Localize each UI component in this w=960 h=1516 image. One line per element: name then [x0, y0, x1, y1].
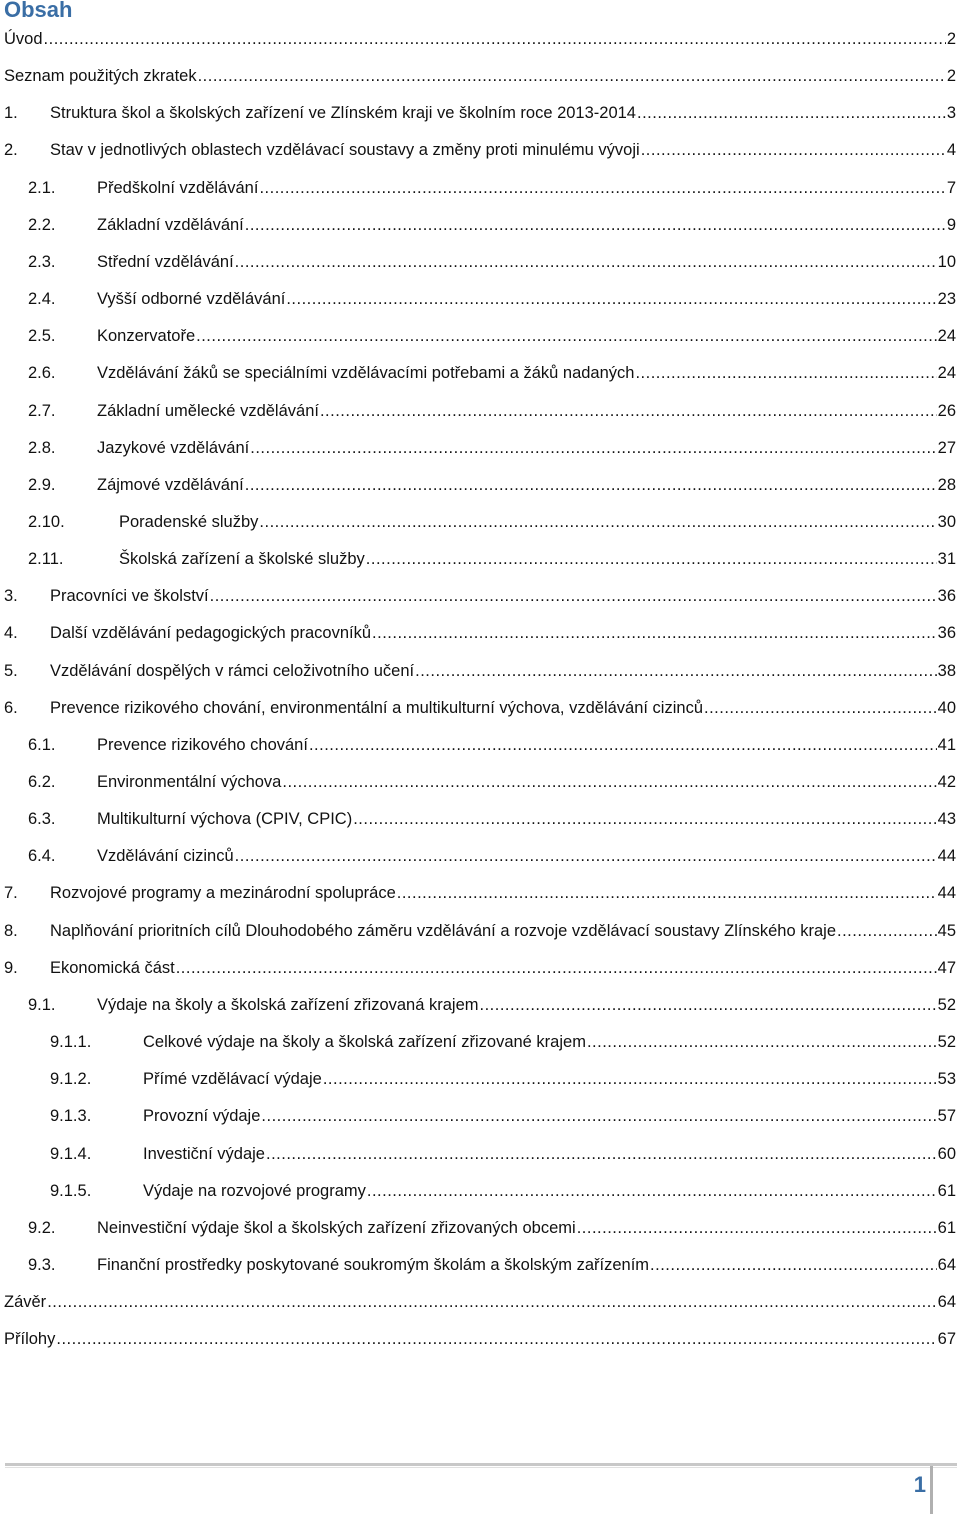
toc-entry-page: 61 [937, 1182, 956, 1200]
toc-entry-number: 4. [4, 624, 18, 642]
toc-leader-dots [372, 622, 937, 644]
toc-entry-page: 61 [937, 1219, 956, 1237]
toc-leader-dots [577, 1217, 937, 1239]
toc-entry[interactable] [0, 1031, 960, 1053]
toc-leader-dots [415, 660, 937, 682]
toc-entry-title: Střední vzdělávání [97, 253, 234, 271]
toc-entry-title: Pracovníci ve školství [50, 587, 209, 605]
toc-leader-dots [259, 177, 945, 199]
toc-entry-page: 47 [937, 959, 956, 977]
toc-leader-dots [587, 1031, 937, 1053]
footer-divider [5, 1463, 957, 1466]
toc-entry-number: 2.5. [28, 327, 56, 345]
toc-leader-dots [635, 362, 936, 384]
toc-entry[interactable] [0, 65, 960, 87]
toc-entry-page: 43 [937, 810, 956, 828]
toc-leader-dots [650, 1254, 937, 1276]
toc-entry-number: 7. [4, 884, 18, 902]
toc-entry-number: 9.1.4. [50, 1145, 92, 1163]
toc-entry-title: Vzdělávání žáků se speciálními vzdělávacími potřebami a žáků nadaných [97, 364, 635, 382]
toc-leader-dots [641, 139, 946, 161]
toc-leader-dots [196, 325, 937, 347]
toc-entry[interactable] [0, 102, 960, 124]
toc-leader-dots [282, 771, 936, 793]
toc-entry-page: 45 [937, 922, 956, 940]
toc-entry[interactable] [0, 994, 960, 1016]
toc-entry[interactable] [0, 771, 960, 793]
toc-entry-number: 6.2. [28, 773, 56, 791]
toc-entry[interactable] [0, 214, 960, 236]
toc-leader-dots [235, 251, 937, 273]
toc-leader-dots [353, 808, 936, 830]
toc-entry[interactable] [0, 585, 960, 607]
toc-entry-number: 2.9. [28, 476, 56, 494]
toc-entry[interactable] [0, 474, 960, 496]
toc-entry-page: 30 [937, 513, 956, 531]
toc-entry-page: 52 [937, 996, 956, 1014]
toc-entry-page: 9 [946, 216, 956, 234]
toc-leader-dots [320, 400, 937, 422]
toc-entry-number: 2.11. [28, 550, 64, 568]
toc-entry-page: 10 [937, 253, 956, 271]
toc-entry-title: Multikulturní výchova (CPIV, CPIC) [97, 810, 353, 828]
toc-entry[interactable] [0, 882, 960, 904]
toc-leader-dots [44, 28, 946, 50]
toc-leader-dots [637, 102, 946, 124]
toc-leader-dots [198, 65, 946, 87]
toc-entry-title: Základní umělecké vzdělávání [97, 402, 319, 420]
toc-entry-page: 31 [937, 550, 956, 568]
toc-entry-title: Další vzdělávání pedagogických pracovníků [50, 624, 372, 642]
toc-entry[interactable] [0, 1254, 960, 1276]
toc-leader-dots [245, 474, 937, 496]
toc-entry-title: Závěr [4, 1293, 47, 1311]
toc-entry[interactable] [0, 1291, 960, 1313]
toc-entry[interactable] [0, 1105, 960, 1127]
toc-leader-dots [480, 994, 937, 1016]
toc-leader-dots [176, 957, 937, 979]
toc-entry-title: Celkové výdaje na školy a školská zařízení zřizované krajem [143, 1033, 586, 1051]
toc-entry[interactable] [0, 622, 960, 644]
toc-entry-page: 44 [937, 847, 956, 865]
toc-leader-dots [245, 214, 946, 236]
page-number: 1 [913, 1472, 926, 1497]
page-number-bar [930, 1466, 933, 1514]
toc-entry[interactable] [0, 920, 960, 942]
toc-entry-number: 6.1. [28, 736, 56, 754]
toc-entry-number: 1. [4, 104, 18, 122]
toc-entry-title: Výdaje na školy a školská zařízení zřizovaná krajem [97, 996, 479, 1014]
toc-entry[interactable] [0, 957, 960, 979]
toc-entry-page: 42 [937, 773, 956, 791]
toc-entry-number: 2.7. [28, 402, 56, 420]
toc-entry[interactable] [0, 400, 960, 422]
toc-entry-title: Jazykové vzdělávání [97, 439, 250, 457]
toc-entry-number: 9.3. [28, 1256, 56, 1274]
toc-entry[interactable] [0, 660, 960, 682]
toc-entry-number: 9.1.1. [50, 1033, 92, 1051]
toc-entry-number: 9.1.5. [50, 1182, 92, 1200]
toc-entry-number: 6.3. [28, 810, 56, 828]
toc-entry-page: 53 [937, 1070, 956, 1088]
toc-entry[interactable] [0, 697, 960, 719]
toc-entry-page: 7 [946, 179, 956, 197]
toc-entry-page: 41 [937, 736, 956, 754]
toc-leader-dots [309, 734, 937, 756]
toc-entry[interactable] [0, 734, 960, 756]
toc-entry[interactable] [0, 1328, 960, 1350]
toc-leader-dots [56, 1328, 936, 1350]
toc-entry-title: Přílohy [4, 1330, 56, 1348]
toc-entry-title: Vyšší odborné vzdělávání [97, 290, 286, 308]
toc-leader-dots [837, 920, 937, 942]
toc-entry[interactable] [0, 437, 960, 459]
toc-entry-number: 2.6. [28, 364, 56, 382]
toc-entry-page: 52 [937, 1033, 956, 1051]
toc-entry-page: 23 [937, 290, 956, 308]
toc-entry-page: 44 [937, 884, 956, 902]
toc-leader-dots [266, 1143, 937, 1165]
toc-entry-title: Struktura škol a školských zařízení ve Zlínském kraji ve školním roce 2013-2014 [50, 104, 636, 122]
toc-entry-number: 9.1.3. [50, 1107, 92, 1125]
toc-entry-title: Vzdělávání dospělých v rámci celoživotního učení [50, 662, 415, 680]
toc-entry-page: 3 [946, 104, 956, 122]
toc-entry-number: 9.1.2. [50, 1070, 92, 1088]
toc-entry-title: Prevence rizikového chování, environmentální a multikulturní výchova, vzdělávání cizinců [50, 699, 703, 717]
toc-entry[interactable] [0, 28, 960, 50]
toc-leader-dots [704, 697, 937, 719]
toc-entry-number: 2.8. [28, 439, 56, 457]
toc-entry[interactable] [0, 325, 960, 347]
toc-entry-page: 67 [937, 1330, 956, 1348]
toc-leader-dots [366, 548, 937, 570]
toc-entry-page: 2 [946, 67, 956, 85]
toc-entry-title: Výdaje na rozvojové programy [143, 1182, 366, 1200]
toc-entry[interactable] [0, 845, 960, 867]
toc-entry-number: 6.4. [28, 847, 56, 865]
toc-entry-title: Investiční výdaje [143, 1145, 265, 1163]
toc-leader-dots [259, 511, 936, 533]
toc-leader-dots [250, 437, 936, 459]
toc-entry-number: 9.2. [28, 1219, 56, 1237]
toc-entry[interactable] [0, 1180, 960, 1202]
toc-entry-page: 28 [937, 476, 956, 494]
toc-entry-title: Konzervatoře [97, 327, 196, 345]
toc-entry-title: Ekonomická část [50, 959, 175, 977]
toc-entry-title: Provozní výdaje [143, 1107, 261, 1125]
toc-entry-number: 5. [4, 662, 18, 680]
toc-leader-dots [235, 845, 937, 867]
toc-entry-page: 64 [937, 1293, 956, 1311]
toc-entry-title: Environmentální výchova [97, 773, 282, 791]
toc-entry-title: Naplňování prioritních cílů Dlouhodobého záměru vzdělávání a rozvoje vzdělávací soustavy Zlínského kraje [50, 922, 837, 940]
toc-entry[interactable] [0, 288, 960, 310]
toc-entry-page: 24 [937, 327, 956, 345]
toc-entry-title: Přímé vzdělávací výdaje [143, 1070, 322, 1088]
toc-entry[interactable] [0, 548, 960, 570]
toc-entry-page: 2 [946, 30, 956, 48]
toc-entry-title: Prevence rizikového chování [97, 736, 308, 754]
toc-entry-number: 2.2. [28, 216, 56, 234]
toc-entry-number: 9.1. [28, 996, 56, 1014]
page-title: Obsah [4, 0, 73, 22]
toc-entry-title: Stav v jednotlivých oblastech vzdělávací soustavy a změny proti minulému vývoji [50, 141, 640, 159]
toc-entry-page: 57 [937, 1107, 956, 1125]
toc-entry[interactable] [0, 1068, 960, 1090]
toc-entry[interactable] [0, 177, 960, 199]
toc-entry-title: Základní vzdělávání [97, 216, 244, 234]
toc-entry-number: 9. [4, 959, 18, 977]
toc-entry-number: 3. [4, 587, 18, 605]
toc-entry-title: Předškolní vzdělávání [97, 179, 259, 197]
toc-entry-page: 64 [937, 1256, 956, 1274]
toc-leader-dots [367, 1180, 937, 1202]
toc-entry-number: 2.4. [28, 290, 56, 308]
toc-leader-dots [397, 882, 937, 904]
toc-entry-page: 4 [946, 141, 956, 159]
toc-entry-title: Úvod [4, 30, 43, 48]
toc-entry-page: 38 [937, 662, 956, 680]
toc-entry-title: Školská zařízení a školské služby [119, 550, 365, 568]
toc-entry-page: 40 [937, 699, 956, 717]
toc-leader-dots [261, 1105, 936, 1127]
toc-entry-number: 2.1. [28, 179, 56, 197]
toc-entry[interactable] [0, 251, 960, 273]
toc-entry-number: 2.3. [28, 253, 56, 271]
toc-entry-page: 24 [937, 364, 956, 382]
toc-entry-title: Vzdělávání cizinců [97, 847, 234, 865]
toc-entry[interactable] [0, 511, 960, 533]
toc-entry-title: Rozvojové programy a mezinárodní spolupráce [50, 884, 396, 902]
toc-entry-title: Seznam použitých zkratek [4, 67, 197, 85]
toc-entry-page: 27 [937, 439, 956, 457]
toc-entry[interactable] [0, 139, 960, 161]
toc-leader-dots [323, 1068, 937, 1090]
toc-entry-page: 60 [937, 1145, 956, 1163]
footer-divider-thin [5, 1467, 957, 1468]
toc-leader-dots [286, 288, 936, 310]
toc-entry-page: 36 [937, 624, 956, 642]
toc-entry[interactable] [0, 808, 960, 830]
toc-entry-title: Neinvestiční výdaje škol a školských zařízení zřizovaných obcemi [97, 1219, 576, 1237]
toc-leader-dots [210, 585, 937, 607]
toc-entry-title: Finanční prostředky poskytované soukromým školám a školským zařízením [97, 1256, 650, 1274]
toc-entry[interactable] [0, 362, 960, 384]
toc-leader-dots [47, 1291, 936, 1313]
toc-entry-number: 6. [4, 699, 18, 717]
toc-entry-title: Zájmové vzdělávání [97, 476, 244, 494]
toc-entry-number: 2.10. [28, 513, 65, 531]
toc-entry-number: 2. [4, 141, 18, 159]
toc-entry-page: 36 [937, 587, 956, 605]
toc-entry[interactable] [0, 1143, 960, 1165]
toc-entry-title: Poradenské služby [119, 513, 259, 531]
toc-entry-page: 26 [937, 402, 956, 420]
toc-entry[interactable] [0, 1217, 960, 1239]
toc-entry-number: 8. [4, 922, 18, 940]
